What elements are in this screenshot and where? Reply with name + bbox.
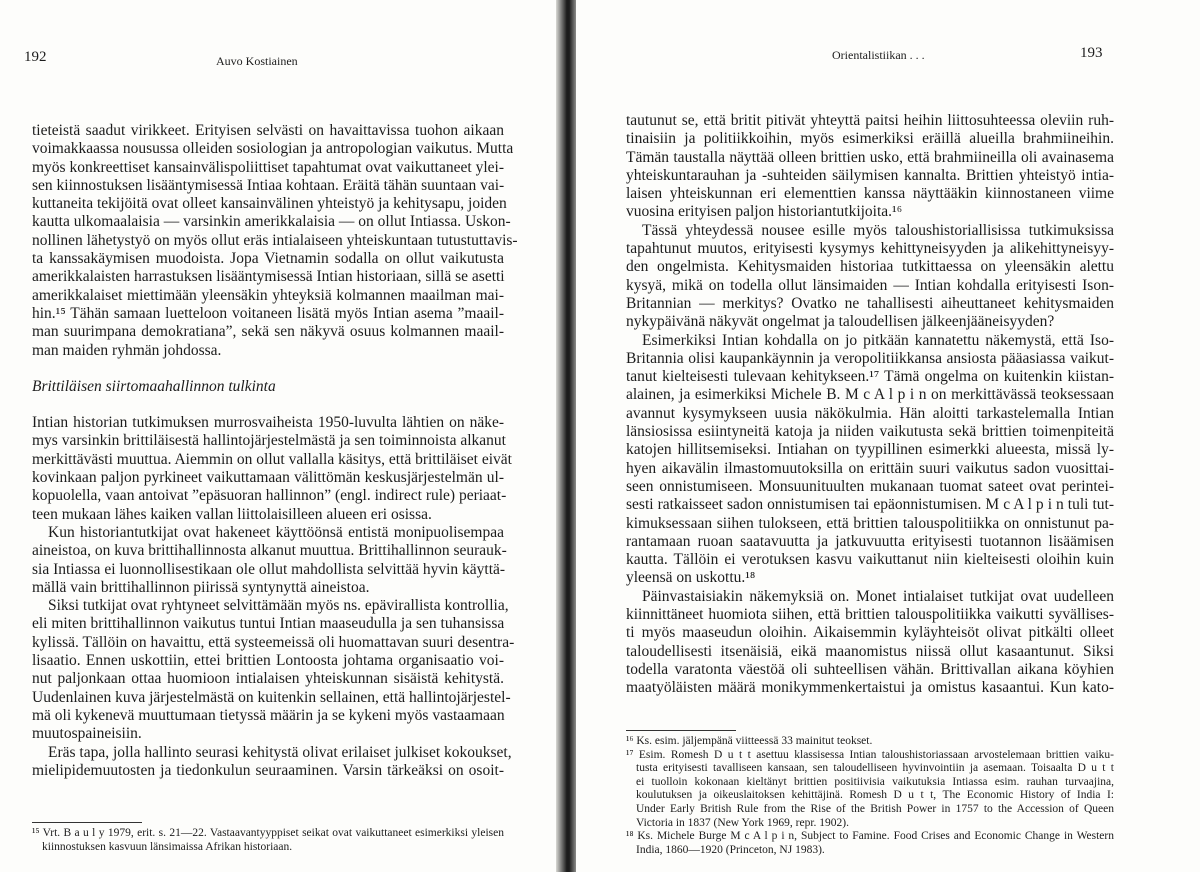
text-line: mys varsinkin brittiläisestä hallintojärjestelmästä ja sen toiminnoista alkanut — [32, 432, 506, 450]
text-line: man maiden ryhmän johdossa. — [32, 341, 222, 359]
text-line: nykypäivänä näkyvät ongelmat ja taloudellisen jälkeenjääneisyyden? — [626, 313, 1055, 331]
footnote-line: ei tuolloin kokonaan kieltänyt brittien positiivisia vaikutuksia Intiassa esim. rauhan turvaajina, — [636, 775, 1114, 788]
page-number-right: 193 — [1080, 45, 1103, 61]
text-line: seen onnistumiseen. Monsuunituulten mukanaan tuomat sateet ovat perintei- — [626, 477, 1114, 495]
text-line: tautunut se, että britit pitivät yhteyttä paitsi heihin liittosuhteessa oleviin ruh- — [626, 112, 1114, 129]
footnote-line: ¹⁶ Ks. esim. jäljempänä viitteessä 33 mainitut teokset. — [626, 735, 873, 747]
footnote-line: tusta erityisesti tavalliseen kansaan, sen taloudelliseen hyvinvointiin ja asemaan. Toisaalta D u t t — [636, 762, 1114, 775]
text-line: kiinnittäneet huomiota siihen, että brittien talouspolitiikka vaikutti syvällises- — [626, 606, 1114, 624]
text-line: man suurimpana demokratiana”, sekä sen näkyvä osuus kolmannen maail- — [32, 323, 504, 341]
text-line: rantamaan ruoan saatavuutta ja jatkuvuutta erityisesti tuotannon lisäämisen — [626, 532, 1114, 550]
footnote-line: Victoria in 1837 (New York 1969, repr. 1902). — [636, 816, 849, 829]
footnote-line: ¹⁸ Ks. Michele Burge M c A l p i n, Subject to Famine. Food Crises and Economic Change in Western — [626, 830, 1114, 843]
text-line: kovinkaan paljon pyrkineet vaikuttamaan välittömän keskusjärjestelmän ul- — [32, 469, 504, 487]
footnote — [32, 827, 504, 854]
right-paragraph-1 — [626, 112, 1114, 222]
text-line: kautta ulkomaalaisia — varsinkin amerikkalaisia — on ollut Intiassa. Uskon- — [32, 213, 511, 231]
text-line: merkittävästi muuttua. Aiemmin on ollut vallalla käsitys, että brittiläiset eivät — [32, 450, 512, 468]
text-line: yhteiskuntarauhan ja -suhteiden säilymisen kannalta. Brittien yhteistyö intia- — [626, 166, 1114, 184]
text-line: tinaisiin ja politiikkoihin, myös esimerkiksi eräillä alueilla brahmiineihin. — [626, 130, 1114, 148]
text-line: amerikkalaisten harrastuksen lisääntymisessä Intian historiaan, sillä se asetti — [32, 268, 505, 286]
text-line: den ongelmista. Kehitysmaiden historiaa tutkittaessa on yleensäkin alettu — [626, 258, 1114, 276]
text-line: kautta. Tällöin ei verotuksen kasvu vaikuttanut niin kielteisesti oloihin kuin — [626, 551, 1114, 569]
footnote — [626, 749, 1114, 831]
footnote — [626, 830, 1114, 857]
text-line: avannut kysymykseen uusia näkökulmia. Hän aloitti tarkastelemalla Intian — [626, 404, 1114, 422]
text-line: hyen aikavälin ilmastomuutoksilla on erittäin suuri vaikutus sadon vuosittai- — [626, 459, 1114, 477]
text-line: Tämän taustalla näyttää olleen brittien usko, että brahmiineilla oli avainasema — [626, 148, 1114, 166]
right-paragraph-4 — [626, 588, 1114, 698]
text-line: vuosina erityisen paljon historiantutkijoita.¹⁶ — [626, 203, 903, 221]
left-paragraph-2 — [32, 414, 512, 524]
text-line: mällä vain brittihallinnon piirissä syntynyttä aineistoa. — [32, 578, 370, 596]
text-line: Kun historiantutkijat ovat hakeneet käyttöönsä entistä monipuolisempaa — [48, 523, 504, 541]
text-line: tanut kielteisesti tulevaan kehitykseen.¹⁷ Tämä ongelma on kuitenkin kiistan- — [626, 368, 1114, 386]
section-heading: Brittiläisen siirtomaahallinnon tulkinta — [32, 377, 276, 395]
text-line: teen mukaan lähes kaiken vallan liittolaisilleen alueen eri osissa. — [32, 505, 432, 523]
text-line: nut paljonkaan ottaa huomioon intialaisen yhteiskunnan sisäistä kehitystä. — [32, 670, 504, 688]
text-line: tieteistä saadut virikkeet. Erityisen selvästi on havaittavissa tuohon aikaan — [32, 122, 504, 139]
right-footnotes — [626, 735, 1114, 857]
left-paragraph-3 — [32, 523, 507, 597]
text-line: Tässä yhteydessä nousee esille myös taloushistoriallisissa tutkimuksissa — [642, 221, 1114, 239]
right-body-text — [626, 112, 1114, 698]
text-line: Intian historian tutkimuksen murrosvaiheista 1950-luvulta lähtien on näke- — [32, 414, 504, 432]
text-line: Esimerkiksi Intian kohdalla on jo pitkään kannatettu näkemystä, että Iso- — [642, 331, 1114, 349]
page-number-left: 192 — [24, 49, 47, 65]
text-line: Uudenlainen kuva järjestelmästä on kuitenkin sellainen, että hallintojärjestel- — [32, 688, 511, 706]
text-line: Britannian — merkitys? Ovatko ne tahallisesti aiheuttaneet kehitysmaiden — [626, 294, 1114, 312]
footnote-line: koulutuksen ja oikeuslaitoksen kehittäjinä. Romesh D u t t, The Economic History of India I: — [636, 789, 1114, 802]
text-line: sesti ratkaisseet sadon onnistumisen tai epäonnistumisen. M c A l p i n tuli tut- — [626, 496, 1114, 514]
text-line: ta kanssakäymisen muodoista. Jopa Vietnamin sodalla on ollut vaikutusta — [32, 250, 504, 268]
text-line: mielipidemuutosten ja tiedonkulun seuraaminen. Varsin tärkeäksi on osoit- — [32, 761, 504, 779]
left-paragraph-1 — [32, 122, 518, 360]
right-page — [576, 0, 1200, 872]
text-line: laisen yhteiskunnan eri elementtien kanssa näyttääkin kiinnostaneen viime — [626, 185, 1114, 203]
text-line: ti myös maaseudun oloihin. Aikaisemmin kyläyhteisöt olivat pitkälti olleet — [626, 624, 1114, 642]
footnote-rule-right — [626, 730, 736, 731]
text-line: Siksi tutkijat ovat ryhtyneet selvittämään myös ns. epävirallista kontrollia, — [48, 597, 509, 615]
text-line: Britannia olisi kaupankäynnin ja veropolitiikkansa ansiosta pääasiassa vaikut- — [626, 349, 1114, 367]
text-line: aineistoa, on kuva brittihallinnosta alkanut muuttua. Brittihallinnon seurauk- — [32, 542, 507, 560]
text-line: nollinen lähetystyö on myös ollut eräs intialaiseen yhteiskuntaan tutustuttavis- — [32, 231, 518, 249]
text-line: länsiosissa esiintyneitä katoja ja niiden vaikutusta sekä brittien toimenpiteitä — [626, 423, 1114, 441]
footnote-rule-left — [32, 822, 142, 823]
text-line: sia Intiassa ei luonnollisestikaan ole ollut mahdollista selvittää hyvin käyttä- — [32, 560, 506, 578]
right-paragraph-2 — [626, 222, 1114, 332]
text-line: yleensä on uskottu.¹⁸ — [626, 569, 756, 587]
running-head-left: Auvo Kostiainen — [216, 54, 298, 68]
running-head-right: Orientalistiikan . . . — [832, 48, 925, 62]
footnote-line: Under Early British Rule from the Rise of the British Power in 1757 to the Accession of Queen — [636, 802, 1114, 815]
text-line: kopuolella, vaan antoivat ”epäsuoran hallinnon” (engl. indirect rule) periaat- — [32, 487, 507, 505]
footnote-line: ¹⁷ Esim. Romesh D u t t asettuu klassisessa Intian taloushistoriassaan arvostelemaan brittien vaiku- — [626, 748, 1114, 761]
text-line: maatyöläisten määrä monikymmenkertaistui ja omistus kasaantui. Kun kato- — [626, 679, 1114, 697]
text-line: kysyä, mikä on todella ollut länsimaiden — Intian kohdalla erityisesti Ison- — [626, 276, 1114, 294]
text-line: todella varatonta väestöä oli suhteellisen vähän. Brittivallan aikana köyhien — [626, 660, 1114, 678]
text-line: myös konkreettiset kansainvälispoliittiset tapahtumat ovat vaikuttaneet ylei- — [32, 158, 504, 176]
left-body-text — [32, 122, 518, 780]
text-line: amerikkalaiset miettimään yleensäkin yhteyksiä kolmannen maailman mai- — [32, 286, 504, 304]
text-line: voimakkaassa nousussa olleiden sosiologian ja antropologian vaikutus. Mutta — [32, 140, 514, 158]
footnote-line: India, 1860—1920 (Princeton, NJ 1983). — [636, 843, 825, 856]
text-line: sen kiinnostuksen lisääntymisessä Intiaa kohtaan. Eräitä tähän suuntaan vai- — [32, 176, 505, 194]
text-line: Eräs tapa, jolla hallinto seurasi kehitystä olivat erilaiset julkiset kokoukset, — [48, 743, 512, 761]
text-line: eli miten brittihallinnon vaikutus tuntui Intian maaseudulla ja sen tuhansissa — [32, 615, 505, 633]
text-line: hin.¹⁵ Tähän samaan luetteloon voitaneen lisätä myös Intian asema ”maail- — [32, 304, 504, 322]
text-line: muutospaineisiin. — [32, 725, 142, 743]
right-paragraph-3 — [626, 332, 1114, 588]
left-paragraph-5 — [32, 743, 512, 781]
left-page — [0, 0, 560, 872]
text-line: lisaatio. Ennen uskottiin, ettei brittien Lontoosta johtama organisaatio voi- — [32, 652, 504, 670]
text-line: mä oli kykenevä muuttumaan tietyssä määrin ja se kykeni myös vastaamaan — [32, 706, 505, 724]
footnote-line: kiinnostuksen kasvuun länsimaissa Afrikan historiaan. — [42, 840, 293, 853]
text-line: kuttaneita tekijöitä ovat olleet kansainvälinen yhteistyö ja kehitysapu, joiden — [32, 195, 507, 213]
text-line: katojen hillitsemiseksi. Intiahan on tyypillinen esimerkki alueesta, missä ly- — [626, 441, 1114, 459]
text-line: tapahtunut muutos, erityisesti kysymys kehittyneisyyden ja alikehittyneisyy- — [626, 240, 1114, 258]
footnote-line: ¹⁵ Vrt. B a u l y 1979, erit. s. 21—22. Vastaavantyyppiset seikat ovat vaikuttaneet esimerkiksi yleisen — [32, 827, 504, 839]
footnote — [626, 735, 1114, 749]
left-paragraph-4 — [32, 597, 515, 743]
text-line: kylissä. Tällöin on havaittu, että systeemeissä oli huomattavan suuri desentra- — [32, 633, 515, 651]
text-line: kimuksessaan siihen tulokseen, että brittien talouspolitiikka on onnistunut pa- — [626, 514, 1114, 532]
text-line: Päinvastaisiakin näkemyksiä on. Monet intialaiset tutkijat ovat uudelleen — [642, 587, 1114, 605]
left-footnotes — [32, 827, 504, 854]
text-line: alainen, ja esimerkiksi Michele B. M c A l p i n on merkittävässä teoksessaan — [626, 386, 1114, 404]
text-line: taloudellisesti itsenäisiä, eikä maanomistus niissä ollut kasaantunut. Siksi — [626, 642, 1114, 660]
